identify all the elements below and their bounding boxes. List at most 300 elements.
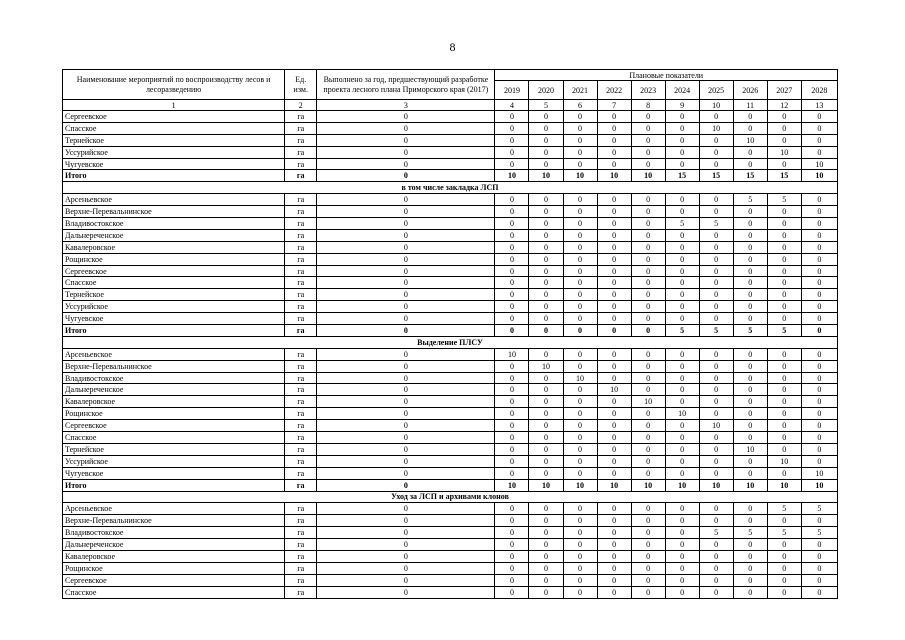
row-value: 0 [597,550,631,562]
header-year: 2021 [563,81,597,100]
row-value: 5 [733,527,767,539]
table-body [63,100,838,599]
row-value: 0 [631,111,665,123]
row-value: 10 [529,360,563,372]
row-done: 0 [317,455,495,467]
row-value: 10 [631,170,665,182]
row-value: 0 [767,206,801,218]
row-value: 0 [733,420,767,432]
forest-plan-table [62,69,838,599]
table-row [63,111,838,123]
row-value: 0 [597,122,631,134]
row-value: 0 [631,253,665,265]
row-unit: га [285,158,317,170]
row-value: 0 [801,111,837,123]
row-done: 0 [317,432,495,444]
row-value: 0 [495,218,529,230]
row-unit: га [285,313,317,325]
row-value: 10 [801,467,837,479]
column-number: 11 [733,100,767,111]
row-value: 10 [529,479,563,491]
row-done: 0 [317,206,495,218]
row-value: 10 [801,170,837,182]
row-value: 0 [495,289,529,301]
row-value: 0 [597,586,631,598]
table-row [63,289,838,301]
table-row [63,134,838,146]
row-value: 0 [665,527,699,539]
table-row [63,586,838,598]
row-value: 0 [733,515,767,527]
row-value: 0 [665,265,699,277]
row-value: 10 [665,479,699,491]
row-unit: га [285,122,317,134]
header-year: 2028 [801,81,837,100]
row-name: Владивостокское [63,218,285,230]
table-header [63,70,838,100]
row-value: 10 [563,170,597,182]
row-value: 0 [631,313,665,325]
table-row [63,550,838,562]
row-unit: га [285,420,317,432]
table-row [63,218,838,230]
row-value: 0 [733,158,767,170]
row-done: 0 [317,122,495,134]
column-number: 3 [317,100,495,111]
row-value: 0 [767,289,801,301]
row-value: 0 [767,396,801,408]
row-value: 0 [631,277,665,289]
row-value: 0 [597,574,631,586]
table-row [63,265,838,277]
row-done: 0 [317,396,495,408]
row-value: 0 [563,289,597,301]
row-unit: га [285,289,317,301]
row-value: 0 [801,277,837,289]
row-value: 0 [563,229,597,241]
row-value: 0 [801,372,837,384]
row-value: 0 [563,241,597,253]
row-value: 10 [699,122,733,134]
row-value: 0 [767,586,801,598]
column-number: 8 [631,100,665,111]
row-value: 0 [801,253,837,265]
row-name: Арсеньевское [63,503,285,515]
row-value: 0 [801,539,837,551]
table-row [63,455,838,467]
row-value: 0 [733,277,767,289]
row-done: 0 [317,241,495,253]
row-done: 0 [317,313,495,325]
row-value: 0 [597,313,631,325]
row-value: 0 [597,443,631,455]
row-name: Спасское [63,586,285,598]
row-value: 0 [529,443,563,455]
row-value: 0 [529,420,563,432]
row-value: 0 [699,277,733,289]
row-value: 0 [563,301,597,313]
row-value: 0 [529,562,563,574]
column-number: 7 [597,100,631,111]
row-value: 0 [801,443,837,455]
row-value: 5 [665,218,699,230]
row-value: 0 [733,146,767,158]
row-value: 0 [801,455,837,467]
row-value: 0 [699,384,733,396]
table-row [63,432,838,444]
row-unit: га [285,550,317,562]
total-row [63,479,838,491]
row-value: 5 [733,325,767,337]
row-name: Итого [63,479,285,491]
column-number: 4 [495,100,529,111]
row-value: 0 [699,396,733,408]
row-unit: га [285,455,317,467]
row-value: 0 [665,241,699,253]
row-value: 5 [767,527,801,539]
row-value: 0 [563,277,597,289]
row-value: 10 [801,479,837,491]
row-value: 0 [495,562,529,574]
row-value: 0 [529,134,563,146]
page-number: 8 [449,40,456,54]
row-value: 0 [767,265,801,277]
row-value: 0 [699,372,733,384]
row-value: 5 [767,325,801,337]
row-value: 0 [665,253,699,265]
row-done: 0 [317,527,495,539]
row-value: 0 [529,229,563,241]
row-unit: га [285,467,317,479]
row-value: 0 [733,574,767,586]
row-value: 0 [495,277,529,289]
row-value: 0 [801,289,837,301]
row-value: 0 [699,348,733,360]
row-value: 0 [529,301,563,313]
row-value: 0 [495,467,529,479]
row-value: 0 [631,420,665,432]
column-number: 2 [285,100,317,111]
row-done: 0 [317,562,495,574]
row-value: 0 [733,360,767,372]
row-value: 0 [631,241,665,253]
row-value: 0 [733,539,767,551]
row-value: 0 [631,455,665,467]
row-value: 0 [597,158,631,170]
row-value: 0 [495,396,529,408]
row-unit: га [285,539,317,551]
row-value: 0 [495,194,529,206]
row-value: 0 [699,194,733,206]
row-value: 0 [631,574,665,586]
row-value: 0 [563,396,597,408]
table-row [63,158,838,170]
column-number-row [63,100,838,111]
row-value: 0 [631,229,665,241]
row-value: 0 [665,550,699,562]
row-value: 0 [597,503,631,515]
row-value: 0 [801,146,837,158]
row-value: 0 [631,539,665,551]
row-value: 0 [665,443,699,455]
row-value: 0 [597,515,631,527]
row-name: Спасское [63,432,285,444]
row-value: 0 [733,384,767,396]
row-unit: га [285,134,317,146]
section-row [63,182,838,194]
row-value: 0 [801,265,837,277]
table-row [63,241,838,253]
row-value: 0 [529,241,563,253]
row-name: Дальнереченское [63,229,285,241]
row-value: 0 [631,550,665,562]
row-value: 0 [495,158,529,170]
column-number: 9 [665,100,699,111]
row-value: 0 [699,253,733,265]
row-value: 0 [699,301,733,313]
row-name: Владивостокское [63,372,285,384]
row-value: 0 [495,443,529,455]
column-number: 12 [767,100,801,111]
row-value: 10 [767,146,801,158]
row-done: 0 [317,194,495,206]
row-value: 0 [665,122,699,134]
row-done: 0 [317,265,495,277]
table-row [63,527,838,539]
row-value: 0 [529,218,563,230]
row-value: 0 [563,111,597,123]
row-value: 0 [801,360,837,372]
row-value: 0 [495,455,529,467]
row-value: 15 [733,170,767,182]
row-value: 0 [699,467,733,479]
row-value: 0 [631,325,665,337]
row-value: 0 [529,289,563,301]
row-value: 0 [699,289,733,301]
row-value: 0 [597,265,631,277]
row-value: 0 [631,408,665,420]
row-value: 0 [801,134,837,146]
row-name: Сергеевское [63,265,285,277]
row-value: 0 [631,158,665,170]
row-value: 0 [631,432,665,444]
row-value: 0 [495,360,529,372]
row-value: 0 [597,467,631,479]
row-name: Чугуевское [63,467,285,479]
table-row [63,539,838,551]
section-title: в том числе закладка ЛСП [63,182,838,194]
row-value: 0 [529,515,563,527]
row-name: Тернейское [63,289,285,301]
row-value: 0 [597,360,631,372]
column-number: 5 [529,100,563,111]
table-row [63,146,838,158]
column-number: 6 [563,100,597,111]
row-value: 15 [699,170,733,182]
row-value: 0 [733,432,767,444]
header-unit: Ед. изм. [285,70,317,100]
row-unit: га [285,586,317,598]
row-value: 0 [699,206,733,218]
row-value: 0 [699,313,733,325]
row-value: 0 [733,455,767,467]
row-unit: га [285,443,317,455]
row-value: 0 [665,515,699,527]
row-value: 0 [495,265,529,277]
row-value: 0 [529,146,563,158]
row-value: 0 [699,146,733,158]
row-value: 0 [665,455,699,467]
row-done: 0 [317,170,495,182]
row-value: 0 [665,146,699,158]
row-name: Кавалеровское [63,396,285,408]
row-unit: га [285,301,317,313]
row-value: 0 [733,229,767,241]
row-value: 0 [767,277,801,289]
row-value: 5 [665,325,699,337]
row-value: 0 [529,539,563,551]
row-value: 0 [699,443,733,455]
row-value: 5 [801,503,837,515]
table-row [63,408,838,420]
table-row [63,467,838,479]
row-value: 0 [733,301,767,313]
row-value: 0 [733,408,767,420]
section-title: Выделение ПЛСУ [63,336,838,348]
row-value: 0 [529,372,563,384]
row-value: 0 [631,146,665,158]
row-value: 10 [563,479,597,491]
row-value: 0 [597,539,631,551]
row-value: 0 [631,467,665,479]
table-row [63,562,838,574]
row-name: Кавалеровское [63,241,285,253]
row-value: 0 [495,134,529,146]
row-unit: га [285,503,317,515]
row-done: 0 [317,408,495,420]
row-value: 0 [563,325,597,337]
row-value: 0 [631,562,665,574]
row-value: 0 [495,539,529,551]
row-value: 0 [699,408,733,420]
row-value: 0 [767,515,801,527]
row-value: 5 [699,218,733,230]
row-name: Чугуевское [63,158,285,170]
row-unit: га [285,479,317,491]
row-value: 0 [665,539,699,551]
row-name: Уссурийское [63,146,285,158]
row-value: 0 [529,348,563,360]
row-value: 10 [733,134,767,146]
row-value: 0 [597,527,631,539]
row-name: Арсеньевское [63,348,285,360]
row-value: 10 [767,455,801,467]
row-value: 0 [529,586,563,598]
row-value: 0 [563,455,597,467]
row-value: 0 [699,550,733,562]
row-value: 0 [699,432,733,444]
row-value: 0 [801,218,837,230]
row-value: 0 [631,503,665,515]
row-value: 0 [699,241,733,253]
row-value: 0 [563,253,597,265]
row-name: Рощинское [63,562,285,574]
row-value: 0 [767,539,801,551]
row-value: 0 [529,277,563,289]
row-value: 0 [801,384,837,396]
row-unit: га [285,325,317,337]
row-value: 0 [767,550,801,562]
row-done: 0 [317,372,495,384]
row-value: 0 [767,432,801,444]
table-row [63,313,838,325]
row-value: 0 [563,408,597,420]
table-row [63,348,838,360]
row-value: 0 [767,134,801,146]
row-name: Чугуевское [63,313,285,325]
row-done: 0 [317,158,495,170]
row-done: 0 [317,550,495,562]
table-row [63,396,838,408]
row-value: 0 [597,111,631,123]
table-row [63,194,838,206]
row-value: 0 [495,325,529,337]
row-value: 15 [767,170,801,182]
row-value: 0 [631,206,665,218]
row-unit: га [285,360,317,372]
header-year: 2019 [495,81,529,100]
row-value: 5 [767,503,801,515]
row-value: 0 [733,253,767,265]
row-unit: га [285,253,317,265]
row-value: 0 [699,503,733,515]
row-value: 0 [563,134,597,146]
row-value: 0 [563,384,597,396]
row-value: 10 [801,158,837,170]
row-value: 15 [665,170,699,182]
row-value: 0 [631,301,665,313]
row-value: 0 [529,467,563,479]
row-value: 0 [529,550,563,562]
row-value: 0 [631,265,665,277]
row-value: 0 [699,360,733,372]
row-value: 0 [529,206,563,218]
row-value: 0 [495,146,529,158]
row-value: 5 [801,527,837,539]
row-name: Верхне-Перевальнинское [63,515,285,527]
row-value: 0 [597,325,631,337]
row-done: 0 [317,443,495,455]
row-value: 0 [563,443,597,455]
row-unit: га [285,372,317,384]
row-value: 0 [563,562,597,574]
row-value: 0 [631,194,665,206]
row-done: 0 [317,348,495,360]
row-value: 0 [563,503,597,515]
row-value: 0 [767,562,801,574]
row-unit: га [285,170,317,182]
row-value: 0 [767,301,801,313]
table-row [63,384,838,396]
row-value: 0 [631,372,665,384]
row-value: 0 [767,241,801,253]
row-value: 0 [665,289,699,301]
row-value: 0 [529,158,563,170]
table-row [63,515,838,527]
row-unit: га [285,146,317,158]
row-done: 0 [317,218,495,230]
row-value: 0 [733,122,767,134]
